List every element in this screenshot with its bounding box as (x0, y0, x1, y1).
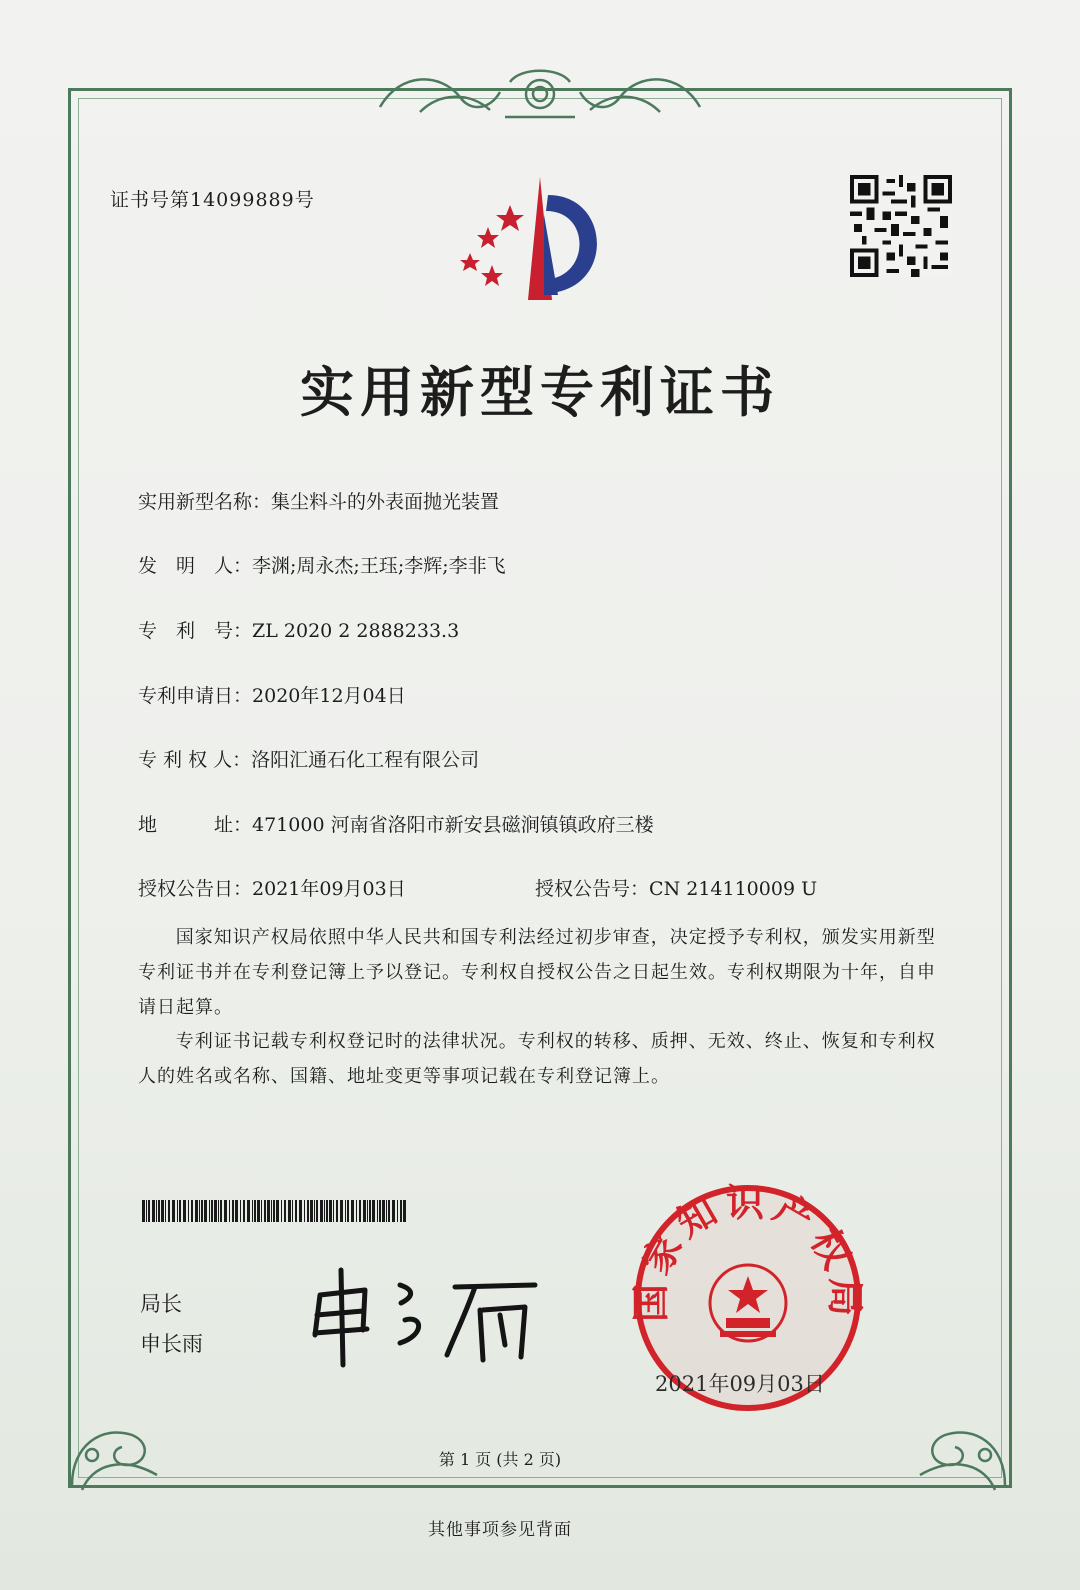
top-ornament (360, 62, 720, 132)
field-value: 洛阳汇通石化工程有限公司 (251, 749, 480, 771)
field-patent-number: 专 利 号：ZL 2020 2 2888233.3 (138, 616, 459, 643)
field-value: 李渊;周永杰;王珏;李辉;李非飞 (252, 555, 506, 577)
field-inventor: 发 明 人：李渊;周永杰;王珏;李辉;李非飞 (138, 551, 506, 578)
field-label: 专 利 号 (138, 620, 234, 642)
field-label: 专 利 权 人 (138, 749, 233, 771)
paragraph-1: 国家知识产权局依照中华人民共和国专利法经过初步审查，决定授予专利权，颁发实用新型专利证书并在专利登记簿上予以登记。专利权自授权公告之日起生效。专利权期限为十年，自申请日起算。 (138, 927, 936, 1018)
field-value: 2020年12月04日 (252, 685, 406, 707)
field-label: 授权公告号 (535, 878, 631, 900)
corner-ornament-right (905, 1395, 1015, 1495)
seal-date: 2021年09月03日 (655, 1372, 825, 1396)
field-patentee: 专 利 权 人：洛阳汇通石化工程有限公司 (138, 745, 479, 772)
field-label: 专利申请日 (138, 685, 234, 707)
qr-code-icon (850, 175, 952, 277)
field-value: 集尘料斗的外表面抛光装置 (271, 491, 500, 513)
page-number: 第 1 页 (共 2 页) (438, 1450, 562, 1469)
signatory-role: 局长 (140, 1292, 182, 1316)
cnipa-logo-icon (440, 175, 615, 305)
signatory-name: 申长雨 (140, 1332, 203, 1356)
field-filing-date: 专利申请日：2020年12月04日 (138, 681, 406, 708)
field-utility-model-name: 实用新型名称：集尘料斗的外表面抛光装置 (138, 487, 499, 514)
certificate-title: 实用新型专利证书 (300, 361, 780, 424)
field-address: 地 址：471000 河南省洛阳市新安县磁涧镇镇政府三楼 (138, 810, 654, 837)
handwritten-signature (305, 1265, 545, 1375)
field-label: 地 址 (138, 814, 234, 836)
field-label: 授权公告日 (138, 878, 234, 900)
barcode-icon (142, 1200, 407, 1222)
field-grant-number: 授权公告号：CN 214110009 U (535, 878, 818, 900)
field-label: 实用新型名称 (138, 491, 253, 513)
field-label: 发 明 人 (138, 555, 234, 577)
field-grant-date: 授权公告日：2021年09月03日 (138, 874, 406, 901)
certificate-number: 证书号第14099889号 (110, 189, 315, 211)
footer-note: 其他事项参见背面 (428, 1520, 572, 1540)
field-value: CN 214110009 U (649, 878, 818, 900)
field-value: 471000 河南省洛阳市新安县磁涧镇镇政府三楼 (252, 814, 654, 836)
paragraph-2: 专利证书记载专利权登记时的法律状况。专利权的转移、质押、无效、终止、恢复和专利权人的姓名或名称、国籍、地址变更等事项记载在专利登记簿上。 (138, 1031, 936, 1087)
seal-text: 国家知识产权局 (628, 1180, 868, 1323)
corner-ornament-left (62, 1395, 172, 1495)
field-value: 2021年09月03日 (252, 878, 406, 900)
field-value: ZL 2020 2 2888233.3 (252, 620, 460, 642)
